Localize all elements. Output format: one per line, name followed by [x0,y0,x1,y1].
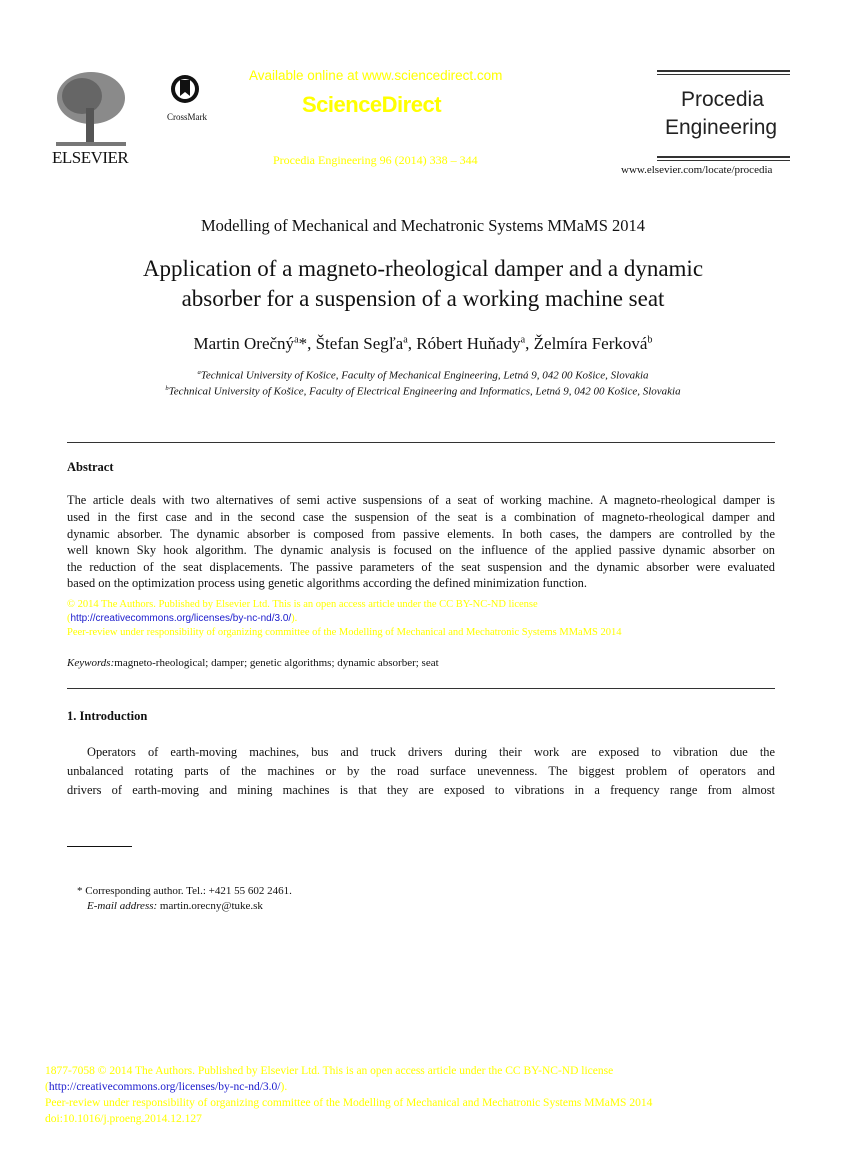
email-link[interactable]: martin.orecny@tuke.sk [159,900,263,912]
license-link-line: (http://creativecommons.org/licenses/by-nc-nd/3.0/). [67,613,298,624]
footer-peer-review: Peer-review under responsibility of organizing committee of the Modelling of Mechanical and Mechatronic Systems MMaMS 2014 [45,1097,653,1109]
author: Štefan Segľa$^a$, [315,334,417,353]
author-list [0,334,846,354]
journal-rule-top [657,70,790,72]
keywords: Keywords:magneto-rheological; damper; genetic algorithms; dynamic absorber; seat [67,657,439,669]
license-statement: © 2014 The Authors. Published by Elsevier Ltd. This is an open access article under the CC BY-NC-ND license [67,599,538,610]
affiliation-b: $^b$Technical University of Košice, Faculty of Electrical Engineering and Informatics, Letná 9, 042 00 Košice, Slovakia [165,385,681,398]
abstract-line: dynamic absorber. The dynamic absorber is composed from passive elements. In both cases, the dampers are controlled by the [67,527,775,541]
peer-review-statement: Peer-review under responsibility of organizing committee of the Modelling of Mechanical and Mechatronic Systems MMaMS 2014 [67,627,622,638]
email-line: E-mail address: martin.orecny@tuke.sk [87,900,263,912]
author: Martin Orečný$^a$*, [193,334,316,353]
abstract-line: well known Sky hook algorithm. The dynamic analysis is focused on the influence of the applied passive dynamic absorber on [67,543,775,557]
footer-license: 1877-7058 © 2014 The Authors. Published by Elsevier Ltd. This is an open access article under the CC BY-NC-ND license [45,1065,614,1077]
journal-rule-bottom [657,156,790,158]
journal-rule-bottom2 [657,160,790,161]
author: Želmíra Ferková$^b$ [533,334,653,353]
affiliation-a: $^a$Technical University of Košice, Faculty of Mechanical Engineering, Letná 9, 042 00 Košice, Slovakia [197,369,649,382]
elsevier-tree-logo [52,68,130,148]
footer-link-line: (http://creativecommons.org/licenses/by-nc-nd/3.0/). [45,1081,288,1093]
journal-citation: Procedia Engineering 96 (2014) 338 – 344 [273,153,478,167]
section-heading: 1. Introduction [67,709,148,723]
available-online[interactable]: Available online at www.sciencedirect.com [249,68,503,83]
abstract-heading: Abstract [67,460,114,474]
paper-title-line2: absorber for a suspension of a working machine seat [181,286,665,311]
divider [67,688,775,689]
corresponding-author: * Corresponding author. Tel.: +421 55 602 2461. [77,885,292,897]
journal-url[interactable]: www.elsevier.com/locate/procedia [621,164,773,176]
footer-doi[interactable]: doi:10.1016/j.proeng.2014.12.127 [45,1113,202,1125]
intro-line: drivers of earth-moving and mining machines is that they are exposed to vibrations in a frequency range from almost [67,783,775,797]
abstract-line: based on the optimization process using genetic algorithms according the defined minimization function. [67,576,587,590]
conference-name: Modelling of Mechanical and Mechatronic Systems MMaMS 2014 [200,216,646,235]
sciencedirect-logo: ScienceDirect [302,92,442,117]
abstract-line: the reduction of the seat displacements. The passive parameters of the seat suspension and the dynamic absorber were evaluated [67,560,775,574]
crossmark-icon[interactable] [170,72,200,110]
intro-line: unbalanced rotating parts of the machines or by the road surface unevenness. The biggest problem of operators and [67,764,775,778]
journal-name-1: Procedia [681,88,764,111]
footer-license-link[interactable]: http://creativecommons.org/licenses/by-nc-nd/3.0/ [48,1081,281,1093]
footnote-rule [67,846,132,847]
crossmark-label: CrossMark [167,112,207,122]
journal-rule-top2 [657,74,790,75]
paper-title-line1: Application of a magneto-rheological damper and a dynamic [142,256,704,281]
intro-line: Operators of earth-moving machines, bus and truck drivers during their work are exposed to vibration due the [87,745,775,759]
journal-name-2: Engineering [665,116,778,139]
license-link[interactable]: http://creativecommons.org/licenses/by-nc-nd/3.0/ [70,613,292,624]
abstract-line: used in the first case and in the second case the suspension of the seat is a combination of magneto-rheological damper and [67,510,775,524]
elsevier-wordmark: ELSEVIER [52,148,129,167]
abstract-line: The article deals with two alternatives of semi active suspensions of a seat of working machine. A magneto-rheological damper is [67,493,775,507]
divider [67,442,775,443]
author: Róbert Huňady$^a$, [416,334,534,353]
